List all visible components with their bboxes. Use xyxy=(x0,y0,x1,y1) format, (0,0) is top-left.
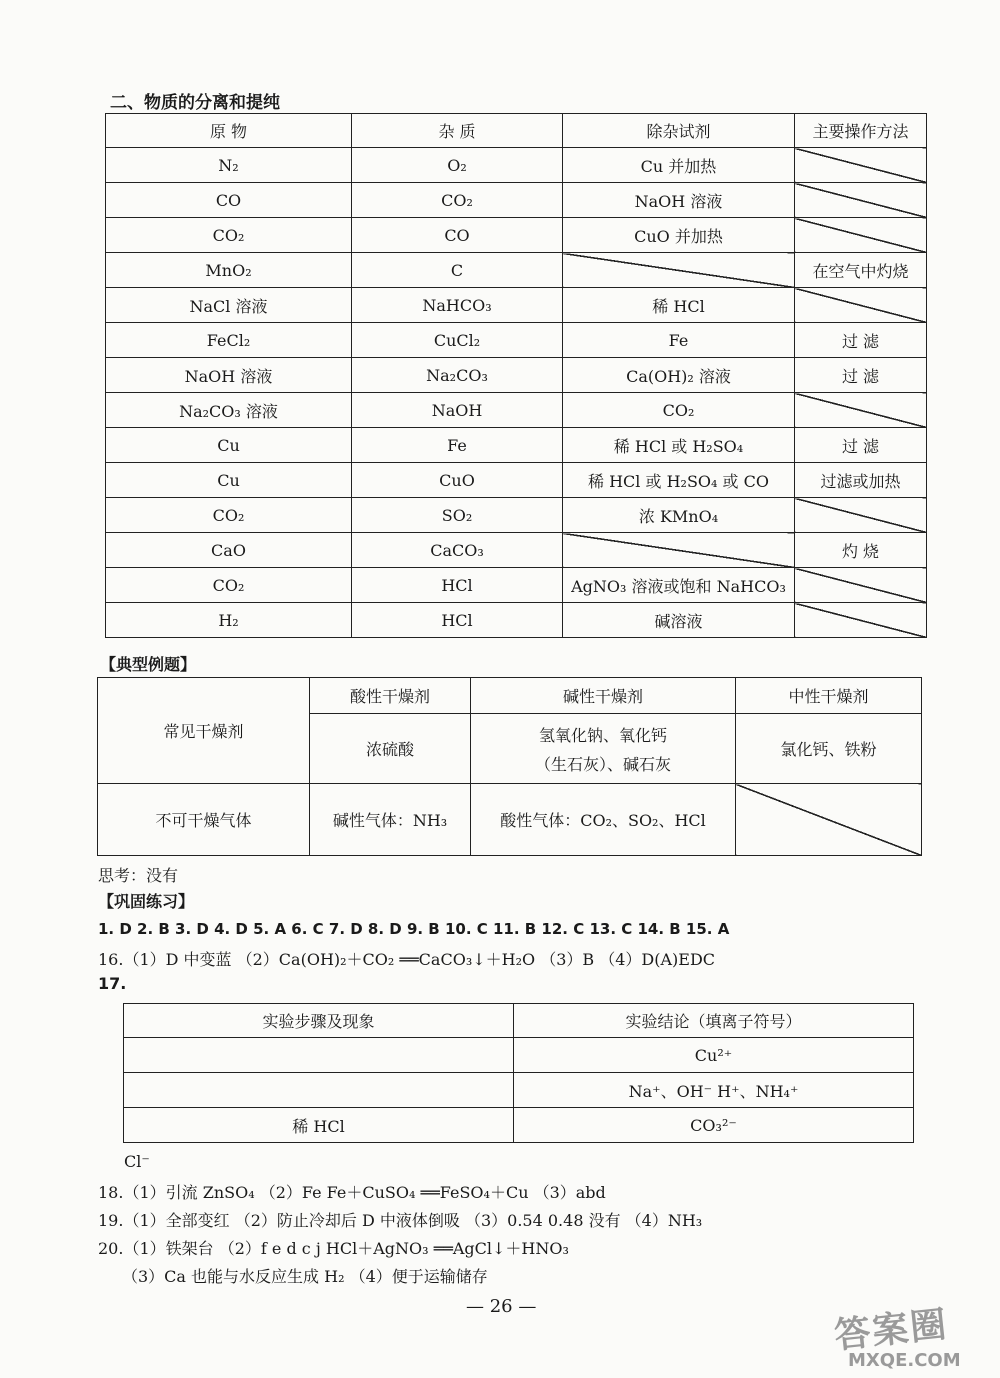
table-cell: HCl xyxy=(352,568,563,603)
table-row xyxy=(106,463,927,498)
table-cell: 灼 烧 xyxy=(795,533,927,568)
table-cell: N₂ xyxy=(106,148,352,183)
table-row xyxy=(106,288,927,323)
table-header: 除杂试剂 xyxy=(563,114,795,148)
table-cell: NaOH 溶液 xyxy=(563,183,795,218)
label-17: 17. xyxy=(98,974,127,993)
row1-label: 常见干燥剂 xyxy=(98,678,310,784)
table-cell xyxy=(795,288,927,323)
table-cell: NaCl 溶液 xyxy=(106,288,352,323)
watermark-url: MXQE.COM xyxy=(848,1350,961,1371)
table-row xyxy=(106,218,927,253)
table-cell: Fe xyxy=(563,323,795,358)
exp-row xyxy=(124,1108,914,1143)
table-cell xyxy=(795,148,927,183)
neutral-desiccant: 氯化钙、铁粉 xyxy=(736,714,922,784)
base-desiccant-line2: （生石灰）、碱石灰 xyxy=(534,754,671,774)
answer-20b: （3）Ca 也能与水反应生成 H₂ （4）便于运输储存 xyxy=(122,1267,488,1286)
not-dry-base: 酸性气体：CO₂、SO₂、HCl xyxy=(471,784,736,856)
table-cell: O₂ xyxy=(352,148,563,183)
table-cell: CuCl₂ xyxy=(352,323,563,358)
table-cell xyxy=(795,393,927,428)
table-cell: AgNO₃ 溶液或饱和 NaHCO₃ xyxy=(563,568,795,603)
table-cell: CO₂ xyxy=(106,568,352,603)
table-cell: Cu xyxy=(106,428,352,463)
table-cell xyxy=(795,498,927,533)
table-row xyxy=(106,603,927,638)
table-cell: CaO xyxy=(106,533,352,568)
table-cell: 过 滤 xyxy=(795,323,927,358)
not-dry-acid: 碱性气体：NH₃ xyxy=(310,784,471,856)
table-cell: CaCO₃ xyxy=(352,533,563,568)
table-header: 主要操作方法 xyxy=(795,114,927,148)
table-cell: CO₂ xyxy=(106,498,352,533)
table-cell: HCl xyxy=(352,603,563,638)
table-cell: Ca(OH)₂ 溶液 xyxy=(563,358,795,393)
table-row xyxy=(106,393,927,428)
base-desiccant-line1: 氢氧化钠、氧化钙 xyxy=(538,725,667,745)
desiccant-table xyxy=(97,677,922,856)
table-row xyxy=(106,253,927,288)
experiment-table xyxy=(123,1003,914,1143)
exp-header: 实验步骤及现象 xyxy=(124,1004,514,1038)
after-17: Cl⁻ xyxy=(124,1152,150,1171)
table-cell: CO₂ xyxy=(563,393,795,428)
exp-row xyxy=(124,1038,914,1073)
table-cell: 过 滤 xyxy=(795,428,927,463)
col-header-neutral: 中性干燥剂 xyxy=(736,678,922,714)
table-row xyxy=(106,533,927,568)
practice-heading: 【巩固练习】 xyxy=(98,892,195,911)
exp-cell xyxy=(124,1038,514,1073)
table-cell: FeCl₂ xyxy=(106,323,352,358)
exp-cell: Cu²⁺ xyxy=(514,1038,914,1073)
table-cell xyxy=(795,603,927,638)
table-header: 杂 质 xyxy=(352,114,563,148)
section-heading: 二、物质的分离和提纯 xyxy=(110,93,280,113)
diag-cell xyxy=(736,784,922,856)
table-cell: SO₂ xyxy=(352,498,563,533)
exp-cell: Na⁺、OH⁻ H⁺、NH₄⁺ xyxy=(514,1073,914,1108)
answer-20: 20.（1）铁架台 （2）f e d c j HCl＋AgNO₃ ══AgCl↓＋HNO₃ xyxy=(98,1239,569,1258)
exp-header: 实验结论（填离子符号） xyxy=(514,1004,914,1038)
table-cell xyxy=(795,183,927,218)
table-cell xyxy=(795,218,927,253)
table-row xyxy=(106,568,927,603)
table-row xyxy=(106,498,927,533)
exp-cell: CO₃²⁻ xyxy=(514,1108,914,1143)
table-cell: 稀 HCl xyxy=(563,288,795,323)
col-header-base: 碱性干燥剂 xyxy=(471,678,736,714)
answer-18: 18.（1）引流 ZnSO₄ （2）Fe Fe＋CuSO₄ ══FeSO₄＋Cu （3）abd xyxy=(98,1183,606,1202)
examples-heading: 【典型例题】 xyxy=(100,655,197,674)
watermark-logo: 答案圈 xyxy=(832,1304,951,1357)
table-cell: 过 滤 xyxy=(795,358,927,393)
table-cell: 稀 HCl 或 H₂SO₄ xyxy=(563,428,795,463)
table-cell: 过滤或加热 xyxy=(795,463,927,498)
table-cell: CuO 并加热 xyxy=(563,218,795,253)
table-cell: Fe xyxy=(352,428,563,463)
table-row xyxy=(106,183,927,218)
table-cell: CO xyxy=(106,183,352,218)
table-cell: 稀 HCl 或 H₂SO₄ 或 CO xyxy=(563,463,795,498)
table-row xyxy=(106,323,927,358)
exp-cell xyxy=(124,1073,514,1108)
table-cell: 浓 KMnO₄ xyxy=(563,498,795,533)
table-row xyxy=(106,428,927,463)
base-desiccant xyxy=(471,714,736,784)
table-cell xyxy=(795,568,927,603)
think-line: 思考：没有 xyxy=(98,866,179,885)
table-cell: CO xyxy=(352,218,563,253)
table-cell: CO₂ xyxy=(106,218,352,253)
exp-row xyxy=(124,1073,914,1108)
exp-cell: 稀 HCl xyxy=(124,1108,514,1143)
table-row xyxy=(106,358,927,393)
table-cell: CuO xyxy=(352,463,563,498)
table-cell: Na₂CO₃ xyxy=(352,358,563,393)
answers-1-15: 1. D 2. B 3. D 4. D 5. A 6. C 7. D 8. D 9. B 10. C 11. B 12. C 13. C 14. B 15. A xyxy=(98,920,730,938)
table-cell: NaHCO₃ xyxy=(352,288,563,323)
table-cell: 在空气中灼烧 xyxy=(795,253,927,288)
answer-16: 16.（1）D 中变蓝 （2）Ca(OH)₂＋CO₂ ══CaCO₃↓＋H₂O （3）B （4）D(A)EDC xyxy=(98,950,716,969)
row2-label: 不可干燥气体 xyxy=(98,784,310,856)
table-cell: Na₂CO₃ 溶液 xyxy=(106,393,352,428)
table-cell: H₂ xyxy=(106,603,352,638)
table-cell: Cu 并加热 xyxy=(563,148,795,183)
table-cell: CO₂ xyxy=(352,183,563,218)
table-cell: MnO₂ xyxy=(106,253,352,288)
table-cell xyxy=(563,533,795,568)
table-cell: NaOH 溶液 xyxy=(106,358,352,393)
page-number: — 26 — xyxy=(466,1296,537,1317)
col-header-acid: 酸性干燥剂 xyxy=(310,678,471,714)
table-cell: C xyxy=(352,253,563,288)
table-cell: NaOH xyxy=(352,393,563,428)
table-row xyxy=(106,148,927,183)
separation-table xyxy=(105,113,927,638)
table-cell xyxy=(563,253,795,288)
table-header: 原 物 xyxy=(106,114,352,148)
table-cell: 碱溶液 xyxy=(563,603,795,638)
table-cell: Cu xyxy=(106,463,352,498)
acid-desiccant: 浓硫酸 xyxy=(310,714,471,784)
answer-19: 19.（1）全部变红 （2）防止冷却后 D 中液体倒吸 （3）0.54 0.48 没有 （4）NH₃ xyxy=(98,1211,703,1230)
